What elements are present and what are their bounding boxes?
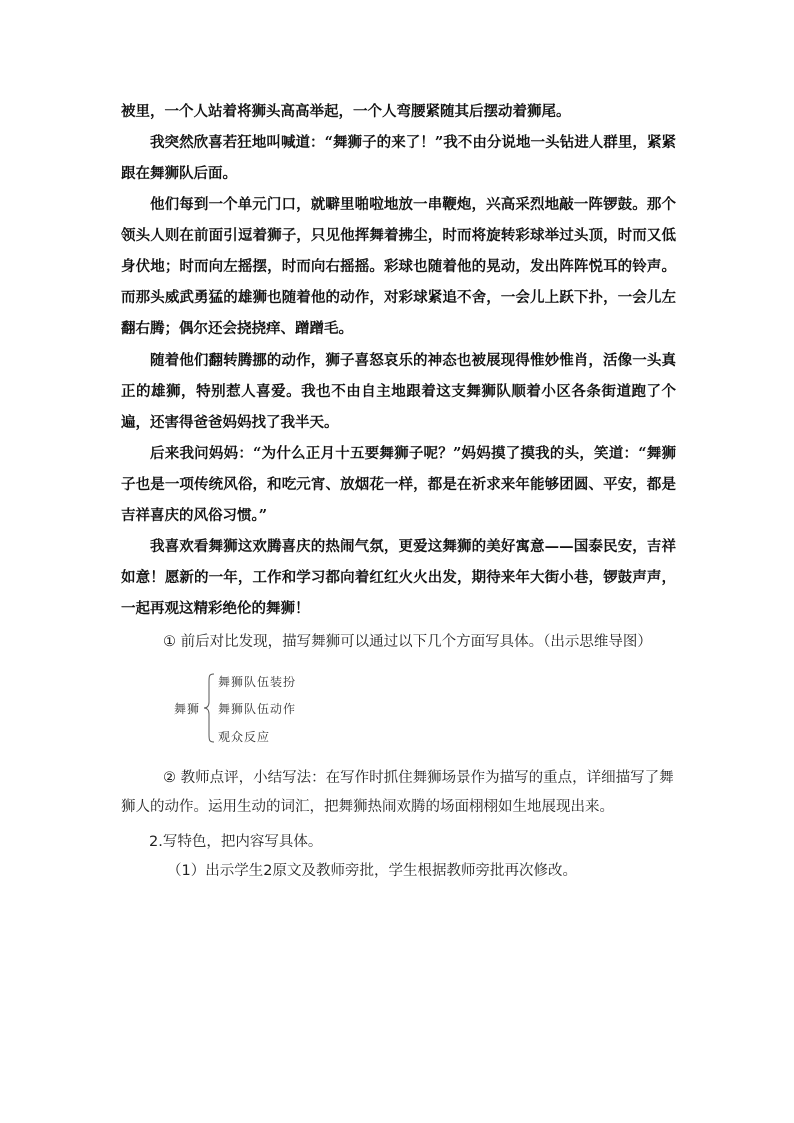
essay-paragraph-2: 我突然欣喜若狂地叫喊道：“舞狮子的来了！”我不由分说地一头钻进人群里，紧紧跟在舞狮队后面。 [121, 134, 676, 182]
mind-map-branch: 舞狮队伍装扮 [218, 675, 297, 689]
note-step-2: 2.写特色，把内容写具体。 [149, 834, 323, 850]
note-teacher-comment: ② 教师点评，小结写法：在写作时抓住舞狮场景作为描写的重点，详细描写了舞狮人的动作。运用生动的词汇，把舞狮热闹欢腾的场面栩栩如生地展现出来。 [121, 770, 674, 815]
mind-map-branch: 舞狮队伍动作 [218, 702, 297, 716]
note-step-2-sub: （1）出示学生2原文及教师旁批，学生根据教师旁批再次修改。 [167, 863, 577, 879]
brace-icon [202, 672, 216, 744]
mind-map-root: 舞狮 [174, 702, 201, 716]
mind-map-branch: 观众反应 [218, 730, 271, 744]
essay-paragraph-5: 后来我问妈妈：“为什么正月十五要舞狮子呢？”妈妈摸了摸我的头，笑道：“舞狮子也是一项传统风俗，和吃元宵、放烟花一样，都是在祈求来年能够团圆、平安，都是吉祥喜庆的风俗习惯。” [121, 445, 676, 524]
mind-map [170, 670, 370, 750]
essay-paragraph-1: 被里，一个人站着将狮头高高举起，一个人弯腰紧随其后摆动着狮尾。 [121, 103, 571, 120]
essay-paragraph-6: 我喜欢看舞狮这欢腾喜庆的热闹气氛，更爱这舞狮的美好寓意——国泰民安，吉祥如意！愿新的一年，工作和学习都向着红红火火出发，期待来年大街小巷，锣鼓声声，一起再观这精彩绝伦的舞狮！ [121, 538, 676, 617]
essay-paragraph-3: 他们每到一个单元门口，就噼里啪啦地放一串鞭炮，兴高采烈地敲一阵锣鼓。那个领头人则在前面引逗着狮子，只见他挥舞着拂尘，时而将旋转彩球举过头顶，时而又低身伏地；时而向左摇摆，时而向右摇摇。彩球也随着他的晃动，发出阵阵悦耳的铃声。而那头威武勇猛的雄狮也随着他的动作，对彩球紧追不舍，一会儿上跃下扑，一会儿左翻右腾；偶尔还会挠挠痒、蹭蹭毛。 [121, 196, 676, 337]
essay-paragraph-4: 随着他们翻转腾挪的动作，狮子喜怒哀乐的神态也被展现得惟妙惟肖，活像一头真正的雄狮，特别惹人喜爱。我也不由自主地跟着这支舞狮队顺着小区各条街道跑了个遍，还害得爸爸妈妈找了我半天。 [121, 352, 676, 431]
note-compare: ① 前后对比发现，描写舞狮可以通过以下几个方面写具体。（出示思维导图） [163, 634, 652, 650]
